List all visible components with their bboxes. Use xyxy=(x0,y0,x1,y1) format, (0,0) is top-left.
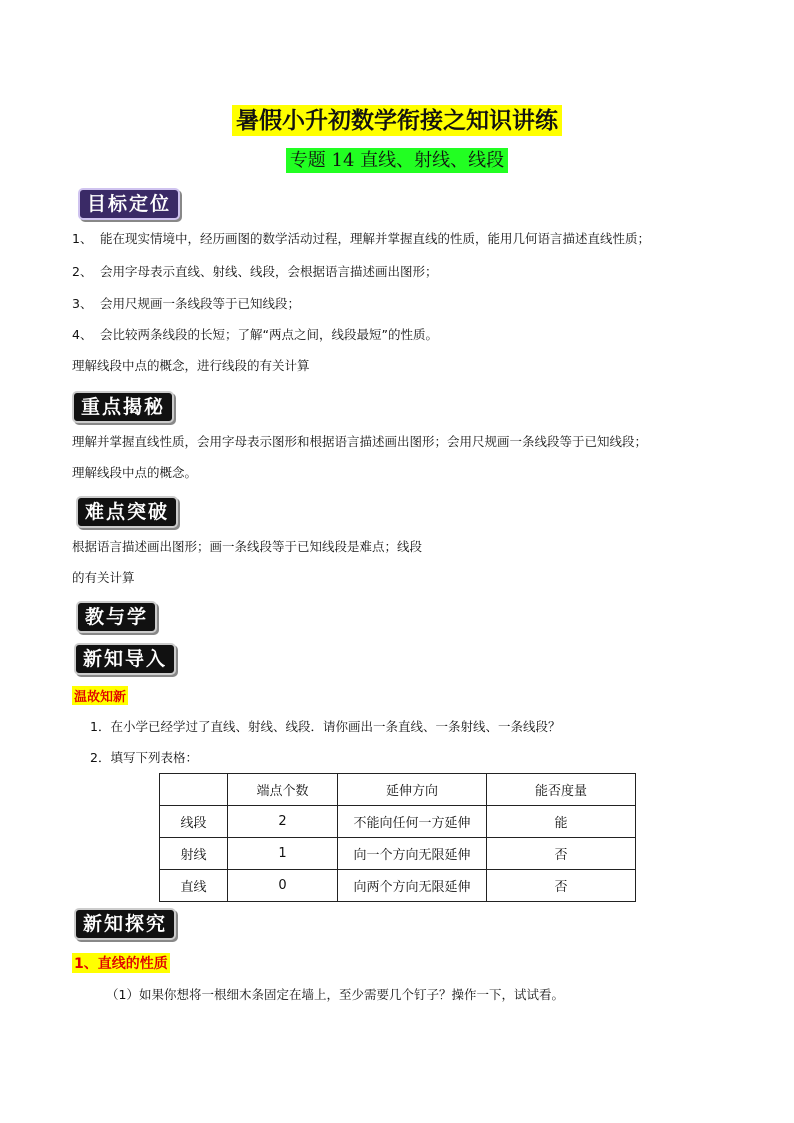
properties-table xyxy=(159,773,636,902)
table-row xyxy=(160,870,636,902)
table-cell: 能 xyxy=(487,806,636,838)
sub-title xyxy=(0,146,794,172)
main-title-text: 暑假小升初数学衔接之知识讲练 xyxy=(232,105,562,136)
teach-badge: 教与学 xyxy=(76,601,157,633)
key-points-line-1: 理解并掌握直线性质，会用字母表示图形和根据语言描述画出图形；会用尺规画一条线段等于已知线段； xyxy=(72,434,648,449)
table-header-cell: 延伸方向 xyxy=(338,774,487,806)
table-cell: 直线 xyxy=(160,870,228,902)
goal-item-1-num: 1、 xyxy=(72,231,93,246)
goal-item-1 xyxy=(72,230,650,248)
explore-badge: 新知探究 xyxy=(74,908,176,940)
table-header-row xyxy=(160,774,636,806)
key-points-line-2: 理解线段中点的概念。 xyxy=(72,465,198,480)
intro-question-1: 1．在小学已经学过了直线、射线、线段．请你画出一条直线、一条射线、一条线段？ xyxy=(90,719,561,734)
goal-item-2 xyxy=(72,263,438,281)
goal-item-4-num: 4、 xyxy=(72,327,93,342)
table-cell: 射线 xyxy=(160,838,228,870)
review-tag: 温故知新 xyxy=(72,686,128,705)
table-header-cell: 端点个数 xyxy=(228,774,338,806)
goal-item-4 xyxy=(72,326,438,344)
table-cell: 否 xyxy=(487,870,636,902)
goal-item-2-text: 会用字母表示直线、射线、线段，会根据语言描述画出图形； xyxy=(100,264,438,279)
table-header-cell xyxy=(160,774,228,806)
sub-title-text: 专题 14 直线、射线、线段 xyxy=(286,148,508,173)
goal-item-2-num: 2、 xyxy=(72,264,93,279)
table-cell: 向一个方向无限延伸 xyxy=(338,838,487,870)
table-cell: 线段 xyxy=(160,806,228,838)
table-header-cell: 能否度量 xyxy=(487,774,636,806)
goal-item-3-text: 会用尺规画一条线段等于已知线段； xyxy=(100,296,301,311)
table-cell: 0 xyxy=(228,870,338,902)
intro-badge: 新知导入 xyxy=(74,643,176,675)
goals-badge: 目标定位 xyxy=(78,188,180,220)
difficulty-line-2: 的有关计算 xyxy=(72,570,135,585)
table-row xyxy=(160,806,636,838)
goal-item-4-text: 会比较两条线段的长短；了解“两点之间，线段最短”的性质。 xyxy=(100,327,438,342)
goal-item-1-text: 能在现实情境中，经历画图的数学活动过程，理解并掌握直线的性质，能用几何语言描述直线性质； xyxy=(100,231,651,246)
goal-extra: 理解线段中点的概念，进行线段的有关计算 xyxy=(72,358,310,373)
table-cell: 1 xyxy=(228,838,338,870)
main-title xyxy=(0,102,794,135)
goal-item-3 xyxy=(72,295,300,313)
explore-heading: 1、直线的性质 xyxy=(72,953,170,973)
key-points-badge: 重点揭秘 xyxy=(72,391,174,423)
goal-item-3-num: 3、 xyxy=(72,296,93,311)
intro-question-2: 2．填写下列表格： xyxy=(90,750,198,765)
table-cell: 否 xyxy=(487,838,636,870)
table-cell: 向两个方向无限延伸 xyxy=(338,870,487,902)
explore-question: （1）如果你想将一根细木条固定在墙上，至少需要几个钉子？操作一下，试试看。 xyxy=(106,987,564,1002)
difficulty-line-1: 根据语言描述画出图形；画一条线段等于已知线段是难点；线段 xyxy=(72,539,423,554)
table-cell: 2 xyxy=(228,806,338,838)
table-cell: 不能向任何一方延伸 xyxy=(338,806,487,838)
difficulty-badge: 难点突破 xyxy=(76,496,178,528)
table-row xyxy=(160,838,636,870)
